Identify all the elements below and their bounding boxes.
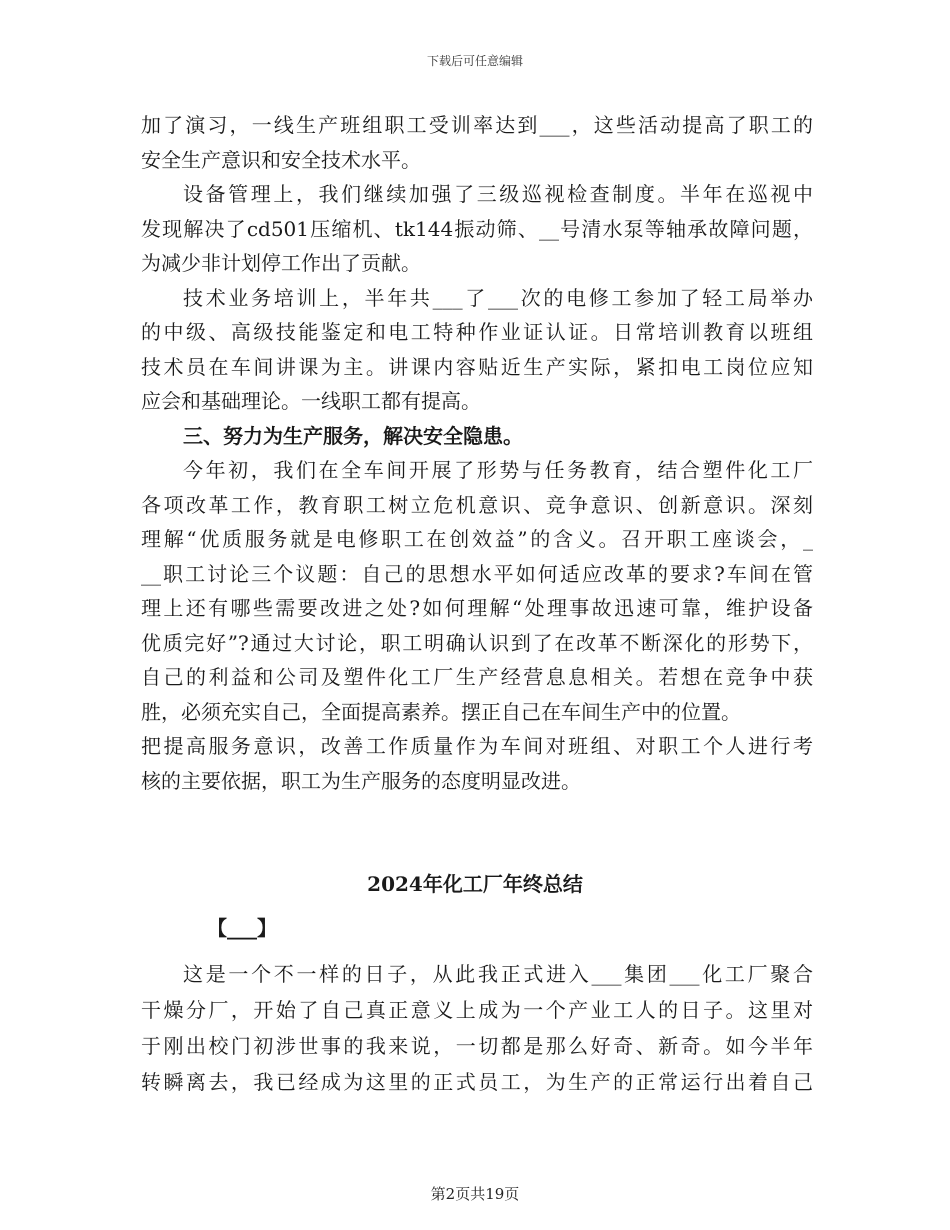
paragraph-line: 应会和基础理论。一线职工都有提高。 [141,389,481,413]
paragraph-line: 加了演习，一线生产班组职工受训率达到___，这些活动提高了职工的 [141,113,813,137]
document-title: 2024年化工厂年终总结 [367,872,583,896]
paragraph-line: 安全生产意识和安全技术水平。 [141,147,421,172]
blank-bracket-label: 【___】 [207,916,277,940]
paragraph-line: 的中级、高级技能鉴定和电工特种作业证认证。日常培训教育以班组 [141,320,813,344]
body-text-section-2 [141,956,813,1100]
paragraph-line: __职工讨论三个议题：自己的思想水平如何适应改革的要求?车间在管 [141,561,813,586]
paragraph-line: 转瞬离去，我已经成为这里的正式员工，为生产的正常运行出着自己 [141,1070,813,1094]
paragraph-line: 于刚出校门初涉世事的我来说，一切都是那么好奇、新奇。如今半年 [141,1034,813,1058]
paragraph-line: 把提高服务意识，改善工作质量作为车间对班组、对职工个人进行考 [141,734,813,758]
paragraph-line: 技术员在车间讲课为主。讲课内容贴近生产实际，紧扣电工岗位应知 [141,354,813,379]
paragraph-line: 自己的利益和公司及塑件化工厂生产经营息息相关。若想在竞争中获 [141,665,813,689]
paragraph-line: 技术业务培训上，半年共___了___次的电修工参加了轻工局举办 [183,285,813,310]
paragraph-line: 各项改革工作，教育职工树立危机意识、竞争意识、创新意识。深刻 [141,492,813,517]
paragraph-line: 胜，必须充实自己，全面提高素养。摆正自己在车间生产中的位置。 [141,699,741,724]
page-header-note: 下载后可任意编辑 [426,54,523,68]
paragraph-line: 优质完好”?通过大讨论，职工明确认识到了在改革不断深化的形势下， [141,630,813,655]
paragraph-line: 设备管理上，我们继续加强了三级巡视检查制度。半年在巡视中 [183,182,813,206]
paragraph-line: 发现解决了cd501压缩机、tk144振动筛、__号清水泵等轴承故障问题， [141,216,813,241]
paragraph-line: 干燥分厂，开始了自己真正意义上成为一个产业工人的日子。这里对 [141,998,813,1022]
paragraph-line: 这是一个不一样的日子，从此我正式进入___集团___化工厂聚合 [183,962,813,986]
body-text-section-1 [141,108,813,798]
paragraph-line: 核的主要依据，职工为生产服务的态度明显改进。 [141,768,581,793]
paragraph-line: 为减少非计划停工作出了贡献。 [141,251,421,275]
page-number-footer: 第2页共19页 [430,1185,520,1203]
paragraph-line: 理解“优质服务就是电修职工在创效益”的含义。召开职工座谈会，_ [141,527,813,551]
paragraph-line: 今年初，我们在全车间开展了形势与任务教育，结合塑件化工厂 [183,458,813,482]
section-heading: 三、努力为生产服务，解决安全隐患。 [183,423,523,448]
paragraph-line: 理上还有哪些需要改进之处?如何理解“处理事故迅速可靠，维护设备 [141,596,813,620]
